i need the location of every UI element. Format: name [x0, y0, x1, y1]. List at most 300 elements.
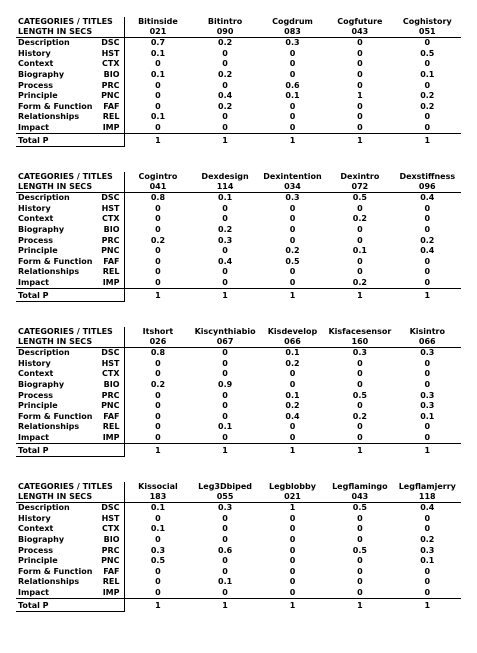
table-cell: 0 [357, 59, 363, 69]
category-name: Form & Function [18, 411, 93, 421]
table-cell: 0 [357, 123, 363, 133]
table-cell: 0 [222, 588, 228, 598]
table-cell: 0.1 [420, 411, 435, 421]
table-cell: 0.4 [420, 503, 435, 513]
total-cell: 1 [259, 289, 326, 302]
table-cell: 0.5 [150, 556, 166, 566]
table-cell: 0 [357, 535, 363, 545]
table-cell: 0 [289, 380, 296, 390]
table-cell: 0 [357, 38, 363, 48]
total-cell: 1 [124, 599, 191, 612]
table-cell: 0.1 [218, 193, 233, 203]
header-label-categories: CATEGORIES / TITLES [16, 172, 124, 182]
category-code: IMP [102, 123, 120, 133]
column-title: Bitintro [207, 17, 243, 26]
column-title: Kiscynthiabio [194, 327, 256, 336]
table-cell: 0 [289, 433, 296, 443]
table-cell: 0 [289, 235, 296, 245]
column-length: 051 [394, 27, 461, 38]
total-cell: 1 [124, 444, 191, 457]
column-length: 066 [394, 337, 461, 348]
table-cell: 0.2 [420, 235, 435, 245]
table-cell: 0 [155, 246, 161, 256]
total-row [16, 134, 461, 147]
table-cell: 0.2 [218, 225, 233, 235]
total-label: Total P [18, 600, 49, 610]
category-code: IMP [102, 588, 120, 598]
table-cell: 0 [289, 214, 296, 224]
category-name: Principle [18, 556, 58, 566]
category-code: DSC [101, 38, 120, 48]
table-cell: 0.4 [285, 411, 300, 421]
category-table-4 [16, 482, 461, 612]
total-row [16, 289, 461, 302]
table-row [16, 369, 461, 380]
column-title: Legblobby [269, 482, 316, 491]
table-row [16, 102, 461, 113]
category-name: Impact [18, 123, 50, 133]
category-table-3 [16, 327, 461, 457]
table-cell: 0 [155, 225, 161, 235]
table-row [16, 235, 461, 246]
category-name: History [18, 48, 51, 58]
category-name: Process [18, 545, 53, 555]
table-cell: 0.5 [352, 390, 367, 400]
table-cell: 0.3 [285, 38, 300, 48]
table-cell: 0 [289, 369, 296, 379]
header-label-length: LENGTH IN SECS [16, 492, 124, 503]
category-name: Description [18, 193, 70, 203]
table-row [16, 545, 461, 556]
table-cell: 0 [424, 513, 431, 523]
table-cell: 0 [424, 577, 431, 587]
column-length: 067 [191, 337, 258, 348]
table-row [16, 348, 461, 359]
table-row [16, 49, 461, 60]
category-name: Context [18, 369, 54, 379]
category-code: FAF [103, 101, 120, 111]
column-length: 096 [394, 182, 461, 193]
table-cell: 0.2 [285, 358, 300, 368]
table-cell: 0 [222, 48, 228, 58]
table-cell: 0 [289, 267, 296, 277]
table-cell: 0 [155, 358, 161, 368]
table-cell: 0.5 [285, 256, 300, 266]
table-cell: 0 [222, 433, 228, 443]
table-cell: 0 [155, 433, 161, 443]
table-row [16, 38, 461, 49]
table-cell: 0 [357, 401, 363, 411]
category-name: Form & Function [18, 566, 93, 576]
table-cell: 1 [289, 503, 296, 513]
table-cell: 0.2 [420, 535, 435, 545]
table-cell: 0 [424, 369, 431, 379]
total-cell: 1 [394, 134, 461, 147]
table-row [16, 433, 461, 444]
table-row [16, 123, 461, 134]
table-cell: 0 [155, 91, 161, 101]
table-cell: 0 [357, 524, 363, 534]
table-cell: 0.2 [150, 235, 166, 245]
table-cell: 0 [357, 369, 363, 379]
table-cell: 0 [222, 59, 228, 69]
table-cell: 0 [155, 513, 161, 523]
column-length: 083 [259, 27, 326, 38]
table-cell: 0 [222, 278, 228, 288]
table-cell: 0 [222, 246, 228, 256]
table-cell: 0.2 [352, 214, 367, 224]
category-code: PRC [101, 80, 120, 90]
category-code: FAF [103, 566, 120, 576]
total-cell: 1 [259, 599, 326, 612]
table-cell: 0 [155, 577, 161, 587]
table-cell: 0 [222, 556, 228, 566]
table-row [16, 278, 461, 289]
table-cell: 1 [357, 91, 363, 101]
table-cell: 0 [222, 267, 228, 277]
table-cell: 0 [424, 112, 431, 122]
table-cell: 0 [155, 101, 161, 111]
category-code: REL [102, 577, 120, 587]
total-cell: 1 [191, 134, 258, 147]
table-cell: 0 [289, 513, 296, 523]
table-cell: 0 [424, 433, 431, 443]
category-name: Process [18, 235, 53, 245]
table-cell: 0 [289, 225, 296, 235]
table-row [16, 257, 461, 268]
table-cell: 0 [357, 380, 363, 390]
category-name: Relationships [18, 577, 80, 587]
table-cell: 0 [424, 524, 431, 534]
category-code: REL [102, 112, 120, 122]
table-row [16, 91, 461, 102]
category-code: HST [101, 48, 120, 58]
category-name: Process [18, 390, 53, 400]
category-code: IMP [102, 433, 120, 443]
category-name: Description [18, 348, 70, 358]
table-cell: 0 [155, 267, 161, 277]
table-cell: 0 [357, 112, 363, 122]
category-code: HST [101, 203, 120, 213]
category-code: DSC [101, 193, 120, 203]
table-row [16, 401, 461, 412]
table-row [16, 422, 461, 433]
table-cell: 0 [289, 59, 296, 69]
total-cell: 1 [191, 599, 258, 612]
category-code: BIO [103, 225, 120, 235]
category-code: FAF [103, 256, 120, 266]
table-row [16, 524, 461, 535]
table-cell: 0 [357, 203, 363, 213]
category-name: Relationships [18, 112, 80, 122]
table-row [16, 588, 461, 599]
table-cell: 0 [222, 203, 228, 213]
table-row [16, 567, 461, 578]
table-row [16, 267, 461, 278]
category-code: PRC [101, 390, 120, 400]
table-cell: 0.3 [352, 348, 367, 358]
header-label-length: LENGTH IN SECS [16, 337, 124, 348]
table-cell: 0.3 [218, 235, 233, 245]
table-cell: 0 [222, 123, 228, 133]
category-code: HST [101, 513, 120, 523]
total-cell: 1 [259, 444, 326, 457]
table-cell: 0 [424, 38, 431, 48]
category-code: PRC [101, 235, 120, 245]
table-cell: 0.5 [352, 193, 367, 203]
table-cell: 0.6 [218, 545, 233, 555]
table-cell: 0.2 [218, 70, 233, 80]
table-cell: 0 [424, 256, 431, 266]
table-cell: 0 [424, 214, 431, 224]
table-row [16, 514, 461, 525]
table-cell: 0.1 [218, 422, 233, 432]
table-row [16, 112, 461, 123]
table-cell: 0.1 [285, 91, 300, 101]
table-cell: 0 [424, 203, 431, 213]
table-cell: 0 [424, 123, 431, 133]
table-cell: 0 [222, 401, 228, 411]
table-cell: 0 [289, 278, 296, 288]
total-label: Total P [18, 445, 49, 455]
category-name: Context [18, 524, 54, 534]
column-title: Dexintention [263, 172, 322, 181]
table-cell: 0 [289, 556, 296, 566]
table-cell: 0 [289, 123, 296, 133]
column-title: Kissocial [138, 482, 178, 491]
column-length: 043 [326, 27, 393, 38]
table-cell: 0 [155, 411, 161, 421]
column-length: 183 [124, 492, 191, 503]
table-row [16, 380, 461, 391]
table-cell: 0.3 [420, 390, 435, 400]
table-cell: 0.1 [420, 556, 435, 566]
table-cell: 0.3 [218, 503, 233, 513]
category-name: History [18, 513, 51, 523]
table-cell: 0.1 [352, 246, 367, 256]
table-cell: 0 [289, 524, 296, 534]
table-cell: 0.4 [420, 193, 435, 203]
table-cell: 0 [222, 411, 228, 421]
table-cell: 0 [424, 566, 431, 576]
table-cell: 0 [155, 566, 161, 576]
category-code: CTX [102, 59, 120, 69]
category-code: DSC [101, 503, 120, 513]
table-cell: 0.1 [150, 70, 166, 80]
category-code: PNC [101, 401, 120, 411]
table-cell: 0 [289, 101, 296, 111]
category-code: BIO [103, 380, 120, 390]
table-cell: 0 [289, 112, 296, 122]
table-cell: 0 [155, 203, 161, 213]
table-cell: 0.2 [352, 278, 367, 288]
table-cell: 0 [357, 577, 363, 587]
column-title: Coghistory [402, 17, 452, 26]
table-cell: 0 [222, 369, 228, 379]
category-code: CTX [102, 524, 120, 534]
table-cell: 0.1 [285, 348, 300, 358]
column-title: Cogdrum [272, 17, 313, 26]
column-title: Cogfuture [337, 17, 383, 26]
header-label-categories: CATEGORIES / TITLES [16, 17, 124, 27]
column-title: Kisdevelop [267, 327, 318, 336]
table-cell: 0.8 [150, 193, 166, 203]
table-row [16, 193, 461, 204]
table-cell: 0 [222, 535, 228, 545]
category-name: Context [18, 214, 54, 224]
category-name: Impact [18, 433, 50, 443]
category-table-2 [16, 172, 461, 302]
table-row [16, 204, 461, 215]
table-cell: 0 [222, 214, 228, 224]
table-cell: 0.8 [150, 348, 166, 358]
table-cell: 0.2 [218, 38, 233, 48]
category-name: History [18, 203, 51, 213]
column-length: 090 [191, 27, 258, 38]
table-cell: 0.2 [420, 91, 435, 101]
table-row [16, 359, 461, 370]
table-row [16, 225, 461, 236]
table-cell: 0 [289, 70, 296, 80]
table-cell: 0.2 [218, 101, 233, 111]
column-length: 055 [191, 492, 258, 503]
total-row [16, 599, 461, 612]
table-cell: 0 [357, 235, 363, 245]
category-name: Biography [18, 70, 65, 80]
table-cell: 0 [424, 278, 431, 288]
table-cell: 0 [357, 588, 363, 598]
table-cell: 0 [424, 59, 431, 69]
category-code: PNC [101, 91, 120, 101]
category-name: Form & Function [18, 101, 93, 111]
category-code: REL [102, 422, 120, 432]
total-cell: 1 [326, 134, 393, 147]
table-cell: 0 [155, 214, 161, 224]
table-cell: 0.2 [352, 411, 367, 421]
table-row [16, 390, 461, 401]
table-cell: 0.1 [218, 577, 233, 587]
table-row [16, 214, 461, 225]
category-name: Principle [18, 401, 58, 411]
column-title: Itshort [142, 327, 174, 336]
table-cell: 0 [222, 524, 228, 534]
table-cell: 0 [155, 401, 161, 411]
table-row [16, 556, 461, 567]
table-cell: 0 [222, 358, 228, 368]
table-cell: 0 [357, 358, 363, 368]
total-cell: 1 [259, 134, 326, 147]
total-label: Total P [18, 290, 49, 300]
category-name: Principle [18, 91, 58, 101]
category-code: BIO [103, 70, 120, 80]
total-row [16, 444, 461, 457]
column-length: 043 [326, 492, 393, 503]
total-cell: 1 [394, 599, 461, 612]
table-cell: 0 [357, 513, 363, 523]
table-row [16, 577, 461, 588]
column-title: Leg3Dbiped [198, 482, 252, 491]
column-length: 072 [326, 182, 393, 193]
total-cell: 1 [326, 444, 393, 457]
category-code: CTX [102, 369, 120, 379]
table-cell: 0.2 [285, 246, 300, 256]
table-cell: 0 [289, 535, 296, 545]
total-cell: 1 [326, 599, 393, 612]
table-cell: 0.4 [420, 246, 435, 256]
header-label-length: LENGTH IN SECS [16, 27, 124, 38]
table-cell: 0 [357, 267, 363, 277]
table-row [16, 412, 461, 423]
table-row [16, 503, 461, 514]
category-name: Form & Function [18, 256, 93, 266]
table-cell: 0 [357, 566, 363, 576]
table-cell: 0 [289, 566, 296, 576]
column-title: Legflamingo [332, 482, 388, 491]
table-cell: 0.6 [285, 80, 300, 90]
column-length: 118 [394, 492, 461, 503]
category-name: Impact [18, 278, 50, 288]
table-cell: 0 [155, 588, 161, 598]
table-cell: 0 [289, 48, 296, 58]
table-cell: 0.1 [150, 524, 166, 534]
table-cell: 0.5 [420, 48, 435, 58]
column-length: 041 [124, 182, 191, 193]
table-cell: 0 [155, 422, 161, 432]
table-cell: 0 [357, 422, 363, 432]
table-cell: 0.3 [420, 401, 435, 411]
table-cell: 0 [357, 48, 363, 58]
total-label: Total P [18, 135, 49, 145]
table-cell: 0.3 [420, 545, 435, 555]
category-name: Description [18, 503, 70, 513]
table-cell: 0 [155, 390, 161, 400]
table-cell: 0.1 [150, 48, 166, 58]
table-cell: 0 [222, 513, 228, 523]
column-title: Dexintro [340, 172, 380, 181]
table-cell: 0.1 [420, 70, 435, 80]
table-cell: 0.5 [352, 503, 367, 513]
table-row [16, 246, 461, 257]
table-cell: 0 [289, 577, 296, 587]
category-code: HST [101, 358, 120, 368]
category-code: PRC [101, 545, 120, 555]
table-cell: 0 [357, 256, 363, 266]
column-length: 021 [259, 492, 326, 503]
table-cell: 0.7 [150, 38, 166, 48]
table-cell: 0.1 [285, 390, 300, 400]
table-cell: 0.4 [218, 256, 233, 266]
category-name: Context [18, 59, 54, 69]
table-row [16, 59, 461, 70]
table-cell: 0.9 [218, 380, 233, 390]
total-cell: 1 [191, 444, 258, 457]
category-code: PNC [101, 556, 120, 566]
table-cell: 0 [424, 267, 431, 277]
category-code: IMP [102, 278, 120, 288]
category-name: Relationships [18, 267, 80, 277]
table-cell: 0.4 [218, 91, 233, 101]
header-label-length: LENGTH IN SECS [16, 182, 124, 193]
table-cell: 0 [289, 203, 296, 213]
category-table-1 [16, 17, 461, 147]
table-cell: 0 [289, 422, 296, 432]
table-cell: 0 [289, 545, 296, 555]
table-cell: 0 [424, 80, 431, 90]
total-cell: 1 [394, 444, 461, 457]
table-cell: 0 [357, 101, 363, 111]
column-length: 160 [326, 337, 393, 348]
category-code: PNC [101, 246, 120, 256]
